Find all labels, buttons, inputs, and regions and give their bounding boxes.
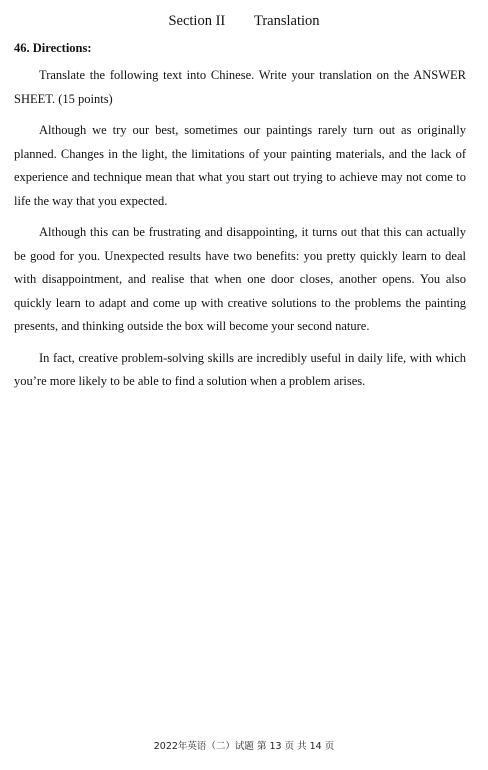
- section-title: Section II Translation: [168, 13, 320, 29]
- passage-paragraph-2: Although this can be frustrating and disappointing, it turns out that this can actually be good for you. Unexpected results have two benefits: you pretty quickly learn to deal with disappointment, and realise that when one door closes, another opens. You also quickly learn to adapt and come up with creative solutions to the problems the painting presents, and thinking outside the box will become your second nature.: [14, 225, 466, 333]
- page-footer: 2022年英语（二）试题 第 13 页 共 14 页: [153, 741, 335, 752]
- passage-paragraph-3: In fact, creative problem-solving skills are incredibly useful in daily life, with which you’re more likely to be able to find a solution when a problem arises.: [14, 350, 466, 388]
- question-body: [14, 64, 466, 402]
- passage-paragraph-1: Although we try our best, sometimes our paintings rarely turn out as originally planned. Changes in the light, the limitations of your painting materials, and the lack of experience and technique mean that what you start out trying to achieve may not come to life the way that you expected.: [14, 123, 466, 208]
- instruction-paragraph: Translate the following text into Chinese. Write your translation on the ANSWER SHEET. (15 points): [14, 68, 466, 106]
- question-heading: 46. Directions:: [14, 41, 92, 55]
